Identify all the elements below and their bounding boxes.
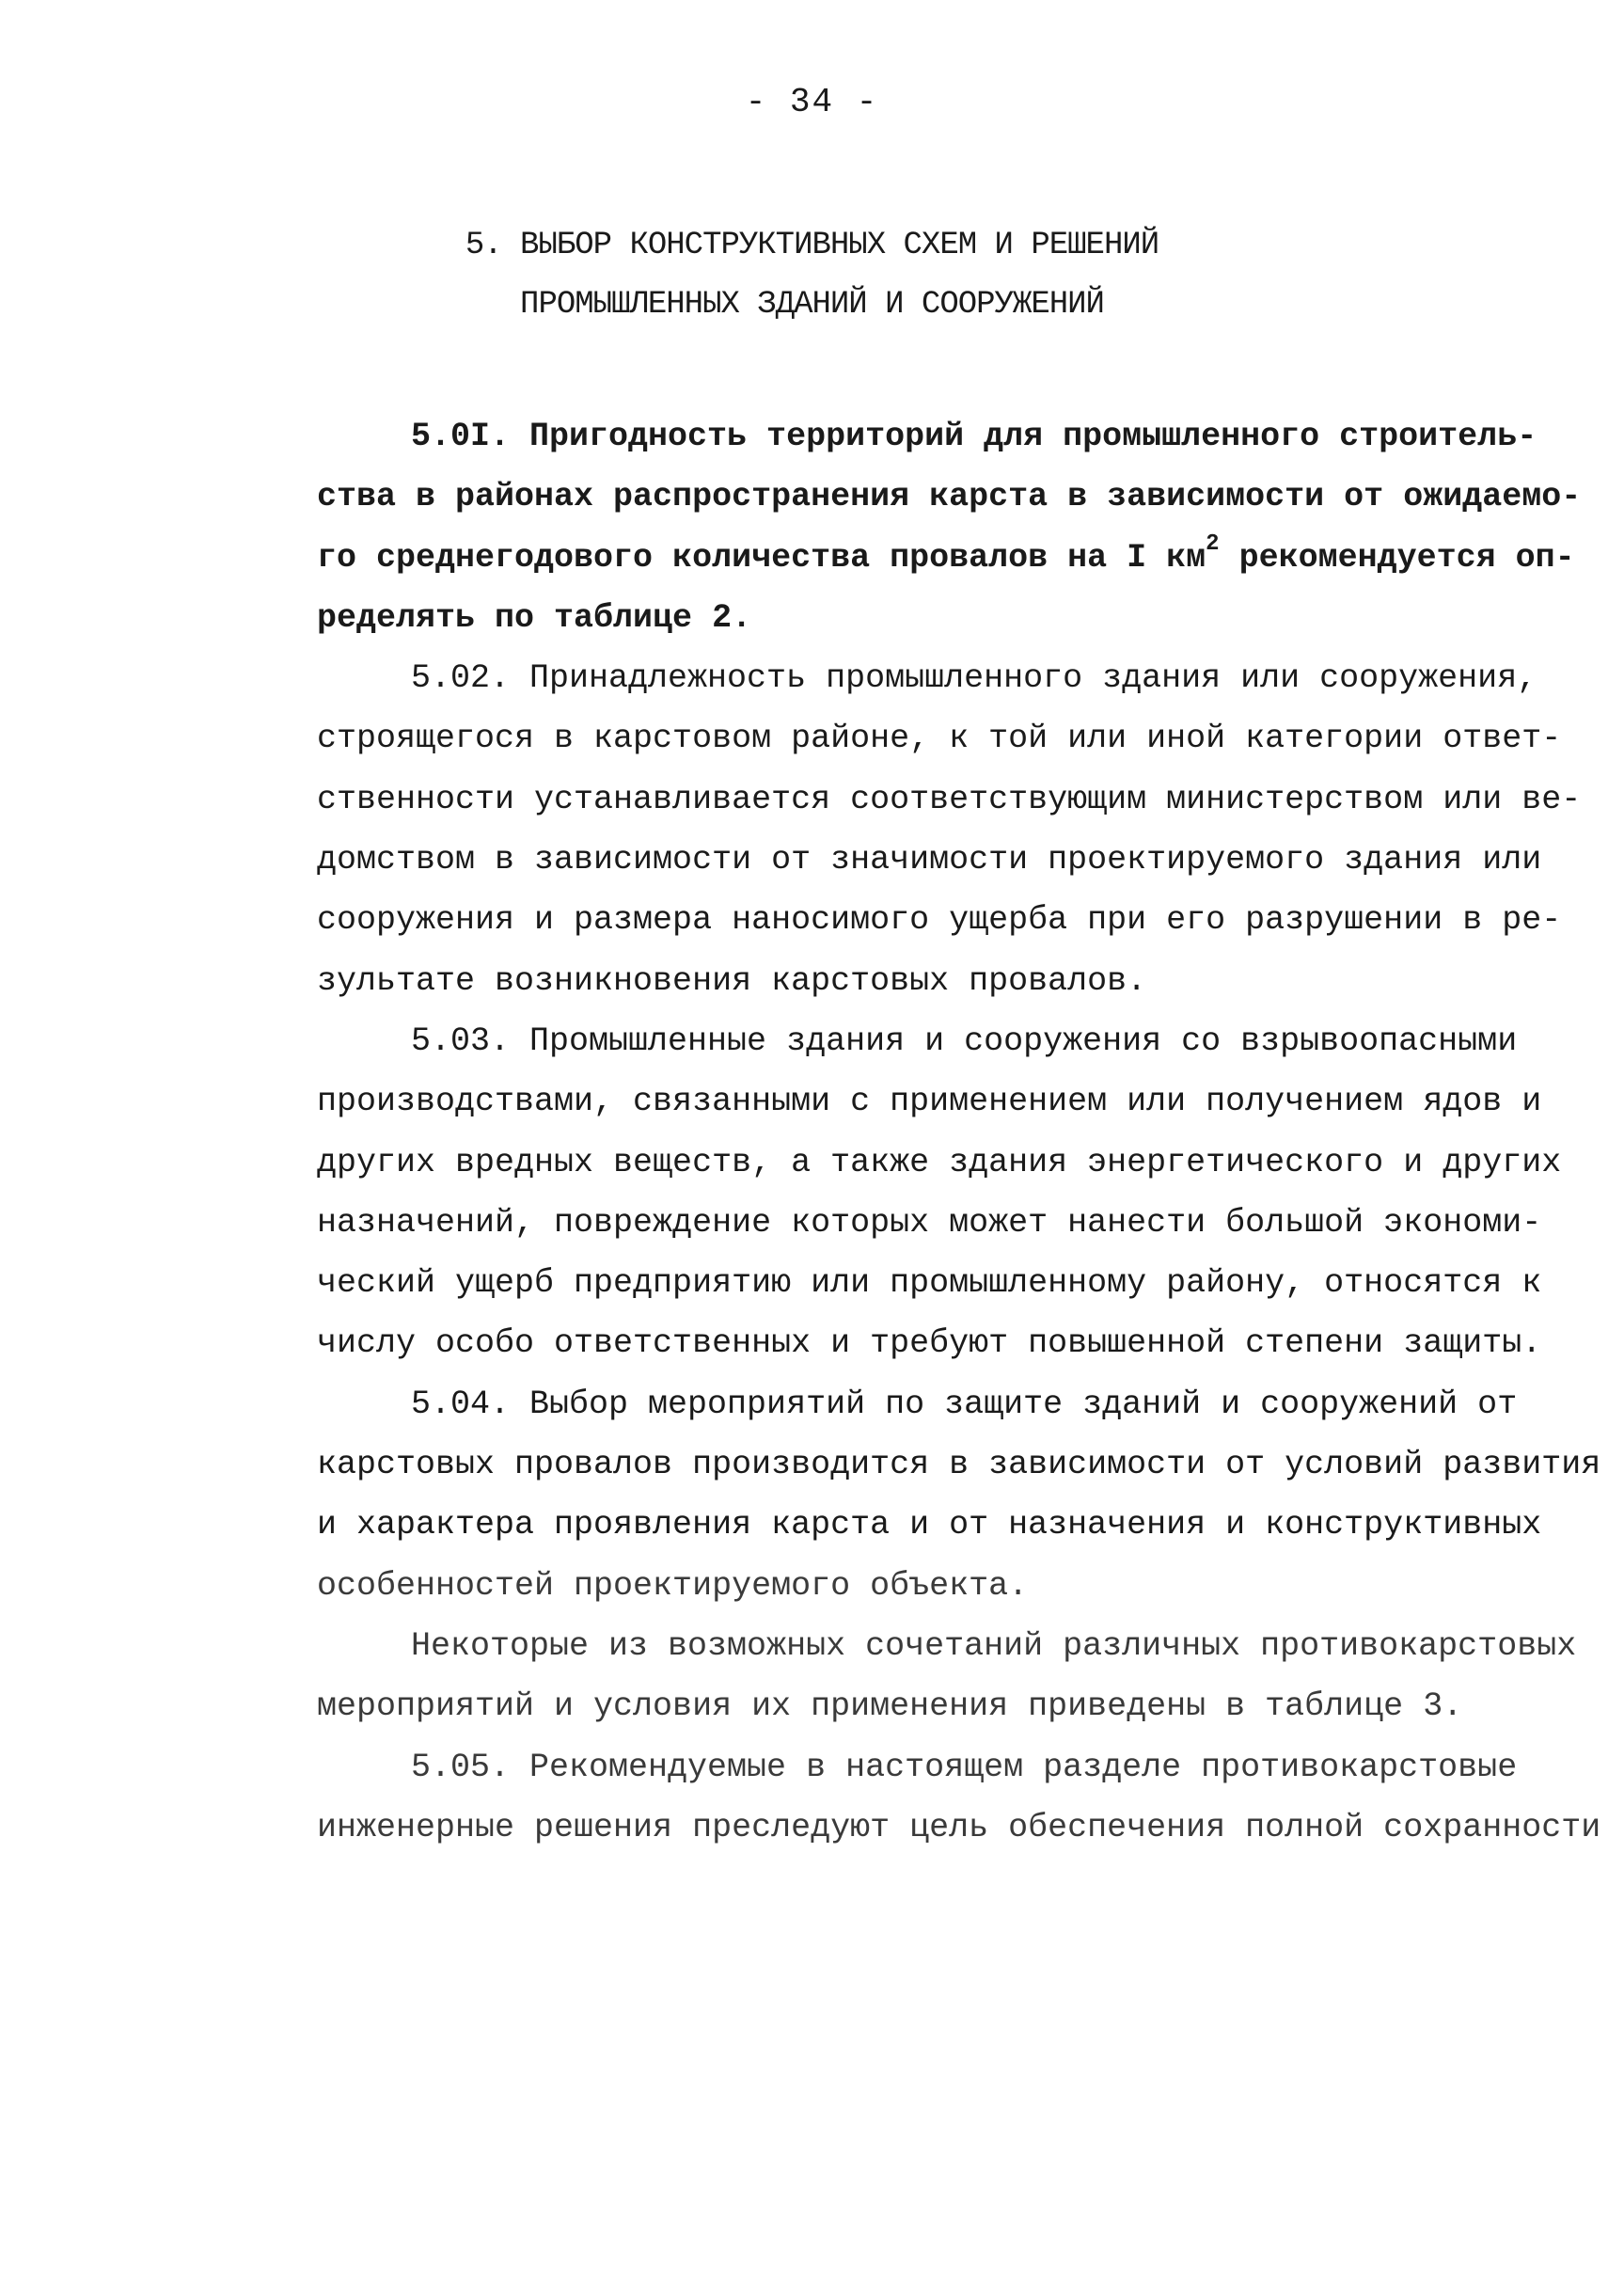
paragraph-5-05-line-1: 5.05. Рекомендуемые в настоящем разделе противокарстовые <box>411 1748 1518 1786</box>
paragraph-5-03-line-3: других вредных веществ, а также здания энергетического и других <box>317 1143 1562 1181</box>
paragraph-5-01-line-2: ства в районах распространения карста в зависимости от ожидаемо- <box>317 478 1582 516</box>
paragraph-5-03-line-1: 5.03. Промышленные здания и сооружения со взрывоопасными <box>411 1021 1518 1060</box>
paragraph-5-01-line-3 <box>317 528 1575 588</box>
paragraph-5-04-line-2: карстовых провалов производится в зависимости от условий развития <box>317 1446 1601 1484</box>
paragraph-5-03-line-4: назначений, повреждение которых может нанести большой экономи- <box>317 1203 1542 1242</box>
superscript-2: 2 <box>1206 530 1220 557</box>
paragraph-5-05-line-2: инженерные решения преследуют цель обеспечения полной сохранности <box>317 1808 1601 1846</box>
paragraph-5-02-line-6: зультате возникновения карстовых провалов. <box>317 961 1147 1000</box>
paragraph-5-02-line-4: домством в зависимости от значимости проектируемого здания или <box>317 841 1542 879</box>
paragraph-5-02-line-2: строящегося в карстовом районе, к той или иной категории ответ- <box>317 720 1562 758</box>
section-heading-line-1: 5. ВЫБОР КОНСТРУКТИВНЫХ СХЕМ И РЕШЕНИЙ <box>465 228 1159 263</box>
paragraph-5-02-line-5: сооружения и размера наносимого ущерба при его разрушении в ре- <box>317 901 1562 940</box>
paragraph-5-04-line-1: 5.04. Выбор мероприятий по защите зданий и сооружений от <box>411 1385 1518 1423</box>
paragraph-note-line-2: мероприятий и условия их применения приведены в таблице 3. <box>317 1687 1463 1726</box>
paragraph-5-01-line-3-head: го среднегодового количества провалов на I км <box>317 538 1206 577</box>
page-number: - 34 - <box>745 83 879 121</box>
paragraph-5-02-line-3: ственности устанавливается соответствующим министерством или ве- <box>317 780 1582 818</box>
body-text <box>317 406 1601 1858</box>
section-heading-line-2: ПРОМЫШЛЕННЫХ ЗДАНИЙ И СООРУЖЕНИЙ <box>520 287 1104 323</box>
paragraph-5-01-line-3-tail: рекомендуется оп- <box>1219 538 1575 577</box>
paragraph-5-04-line-4: особенностей проектируемого объекта. <box>317 1566 1029 1605</box>
paragraph-5-03-line-2: производствами, связанными с применением или получением ядов и <box>317 1083 1542 1121</box>
paragraph-note-line-1: Некоторые из возможных сочетаний различных противокарстовых <box>411 1626 1577 1665</box>
paragraph-5-03-line-6: числу особо ответственных и требуют повышенной степени защиты. <box>317 1324 1542 1363</box>
paragraph-5-02-line-1: 5.02. Принадлежность промышленного здания или сооружения, <box>411 659 1537 698</box>
paragraph-5-01-line-1: 5.0I. Пригодность территорий для промышленного строитель- <box>411 418 1537 455</box>
paragraph-5-03-line-5: ческий ущерб предприятию или промышленному району, относятся к <box>317 1264 1542 1303</box>
paragraph-5-04-line-3: и характера проявления карста и от назначения и конструктивных <box>317 1506 1542 1544</box>
paragraph-5-01-line-4: ределять по таблице 2. <box>317 598 752 637</box>
